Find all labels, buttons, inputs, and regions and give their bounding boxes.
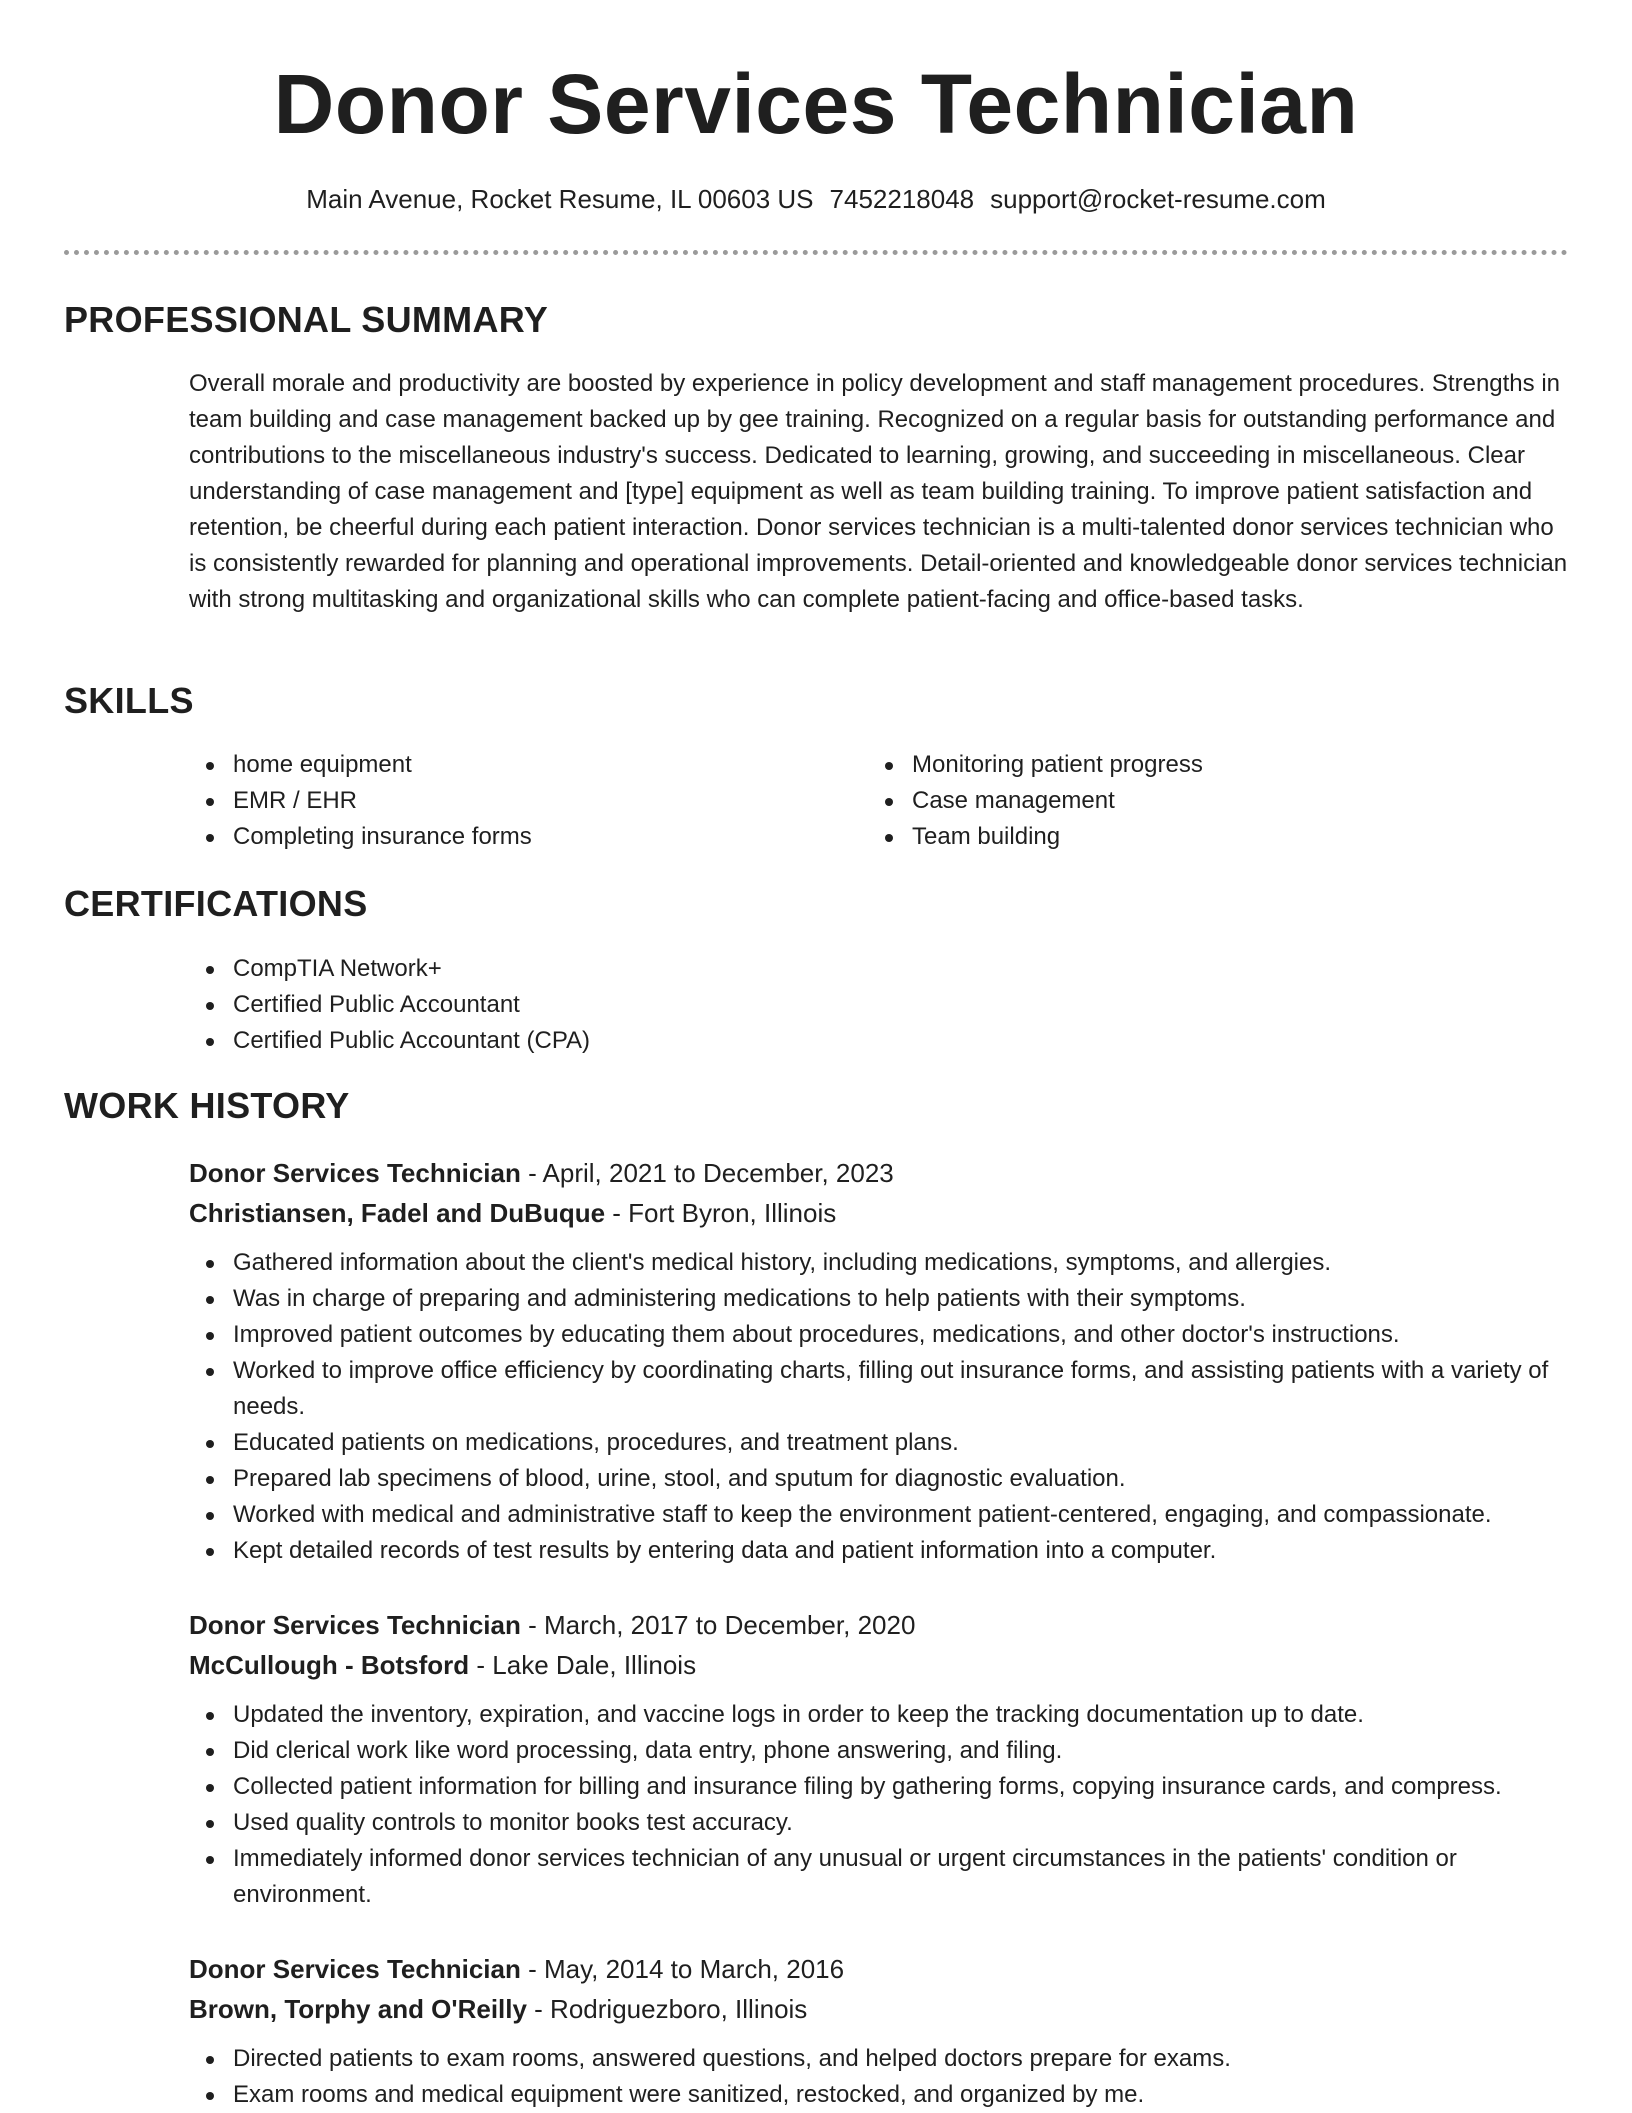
job-title-line (189, 1605, 1569, 1645)
job-company: McCullough - Botsford (189, 1650, 470, 1680)
job-title: Donor Services Technician (189, 1158, 521, 1188)
skill-item: Completing insurance forms (189, 819, 829, 855)
section-title-skills: SKILLS (64, 680, 194, 721)
job-bullet: Exam rooms and medical equipment were sanitized, restocked, and organized by me. (189, 2077, 1569, 2113)
job-company-line (189, 1989, 1569, 2029)
resume-name: Donor Services Technician (273, 57, 1359, 151)
certification-item: CompTIA Network+ (189, 951, 1569, 987)
job-location: - Lake Dale, Illinois (469, 1650, 697, 1680)
job-bullet: Was in charge of preparing and administering medications to help patients with their symptoms. (189, 1281, 1569, 1317)
contact-phone: 7452218048 (829, 184, 975, 214)
certification-item: Certified Public Accountant (CPA) (189, 1023, 1569, 1059)
job-bullet: Directed patients to exam rooms, answered questions, and helped doctors prepare for exams. (189, 2041, 1569, 2077)
skill-item: Case management (868, 783, 1568, 819)
job-bullet: Prepared lab specimens of blood, urine, stool, and sputum for diagnostic evaluation. (189, 1461, 1569, 1497)
job-bullet: Worked with medical and administrative staff to keep the environment patient-centered, engaging, and compassionate. (189, 1497, 1569, 1533)
skills-column-left (189, 747, 829, 855)
contact-email: support@rocket-resume.com (990, 184, 1326, 214)
job-bullets (189, 2041, 1569, 2113)
section-title-summary: PROFESSIONAL SUMMARY (64, 299, 549, 340)
job-dates: - May, 2014 to March, 2016 (520, 1954, 845, 1984)
job-bullets (189, 1245, 1569, 1569)
job-title: Donor Services Technician (189, 1954, 521, 1984)
job-bullet: Kept detailed records of test results by entering data and patient information into a computer. (189, 1533, 1569, 1569)
job-entry (189, 1949, 1569, 2113)
job-company: Christiansen, Fadel and DuBuque (189, 1198, 606, 1228)
job-company: Brown, Torphy and O'Reilly (189, 1994, 527, 2024)
section-title-work-history: WORK HISTORY (64, 1085, 350, 1126)
job-company-line (189, 1193, 1569, 1233)
header-divider (64, 250, 1568, 255)
summary-text: Overall morale and productivity are boosted by experience in policy development and staff management procedures. Strengths in team building and case management backed up by gee training. Recognized on a regular basis for outstanding performance and contributions to the miscellaneous industry's success. Dedicated to learning, growing, and succeeding in miscellaneous. Clear understanding of case management and [type] equipment as well as team building training. To improve patient satisfaction and retention, be cheerful during each patient interaction. Donor services technician is a multi-talented donor services technician who is consistently rewarded for planning and operational improvements. Detail-oriented and knowledgeable donor services technician with strong multitasking and organizational skills who can complete patient-facing and office-based tasks. (189, 370, 1568, 613)
skill-item: Monitoring patient progress (868, 747, 1568, 783)
job-entry (189, 1153, 1569, 1569)
job-bullets (189, 1697, 1569, 1913)
job-location: - Fort Byron, Illinois (605, 1198, 837, 1228)
section-title-certifications: CERTIFICATIONS (64, 883, 368, 924)
job-dates: - April, 2021 to December, 2023 (520, 1158, 894, 1188)
job-title-line (189, 1949, 1569, 1989)
skills-column-right (868, 747, 1568, 855)
job-dates: - March, 2017 to December, 2020 (520, 1610, 916, 1640)
job-company-line (189, 1645, 1569, 1685)
job-entry (189, 1605, 1569, 1913)
job-bullet: Collected patient information for billing and insurance filing by gathering forms, copying insurance cards, and compress. (189, 1769, 1569, 1805)
job-location: - Rodriguezboro, Illinois (526, 1994, 808, 2024)
contact-line (0, 181, 1632, 217)
job-bullet: Improved patient outcomes by educating them about procedures, medications, and other doctor's instructions. (189, 1317, 1569, 1353)
job-bullet: Educated patients on medications, procedures, and treatment plans. (189, 1425, 1569, 1461)
skill-item: home equipment (189, 747, 829, 783)
certifications-list (189, 951, 1569, 1059)
skill-item: Team building (868, 819, 1568, 855)
job-bullet: Worked to improve office efficiency by coordinating charts, filling out insurance forms, and assisting patients with a variety of needs. (189, 1353, 1569, 1425)
certification-item: Certified Public Accountant (189, 987, 1569, 1023)
job-bullet: Used quality controls to monitor books test accuracy. (189, 1805, 1569, 1841)
job-bullet: Updated the inventory, expiration, and vaccine logs in order to keep the tracking documentation up to date. (189, 1697, 1569, 1733)
job-bullet: Did clerical work like word processing, data entry, phone answering, and filing. (189, 1733, 1569, 1769)
job-bullet: Immediately informed donor services technician of any unusual or urgent circumstances in the patients' condition or environment. (189, 1841, 1569, 1913)
job-title: Donor Services Technician (189, 1610, 521, 1640)
skill-item: EMR / EHR (189, 783, 829, 819)
contact-address: Main Avenue, Rocket Resume, IL 00603 US (306, 184, 814, 214)
job-title-line (189, 1153, 1569, 1193)
job-bullet: Gathered information about the client's medical history, including medications, symptoms, and allergies. (189, 1245, 1569, 1281)
